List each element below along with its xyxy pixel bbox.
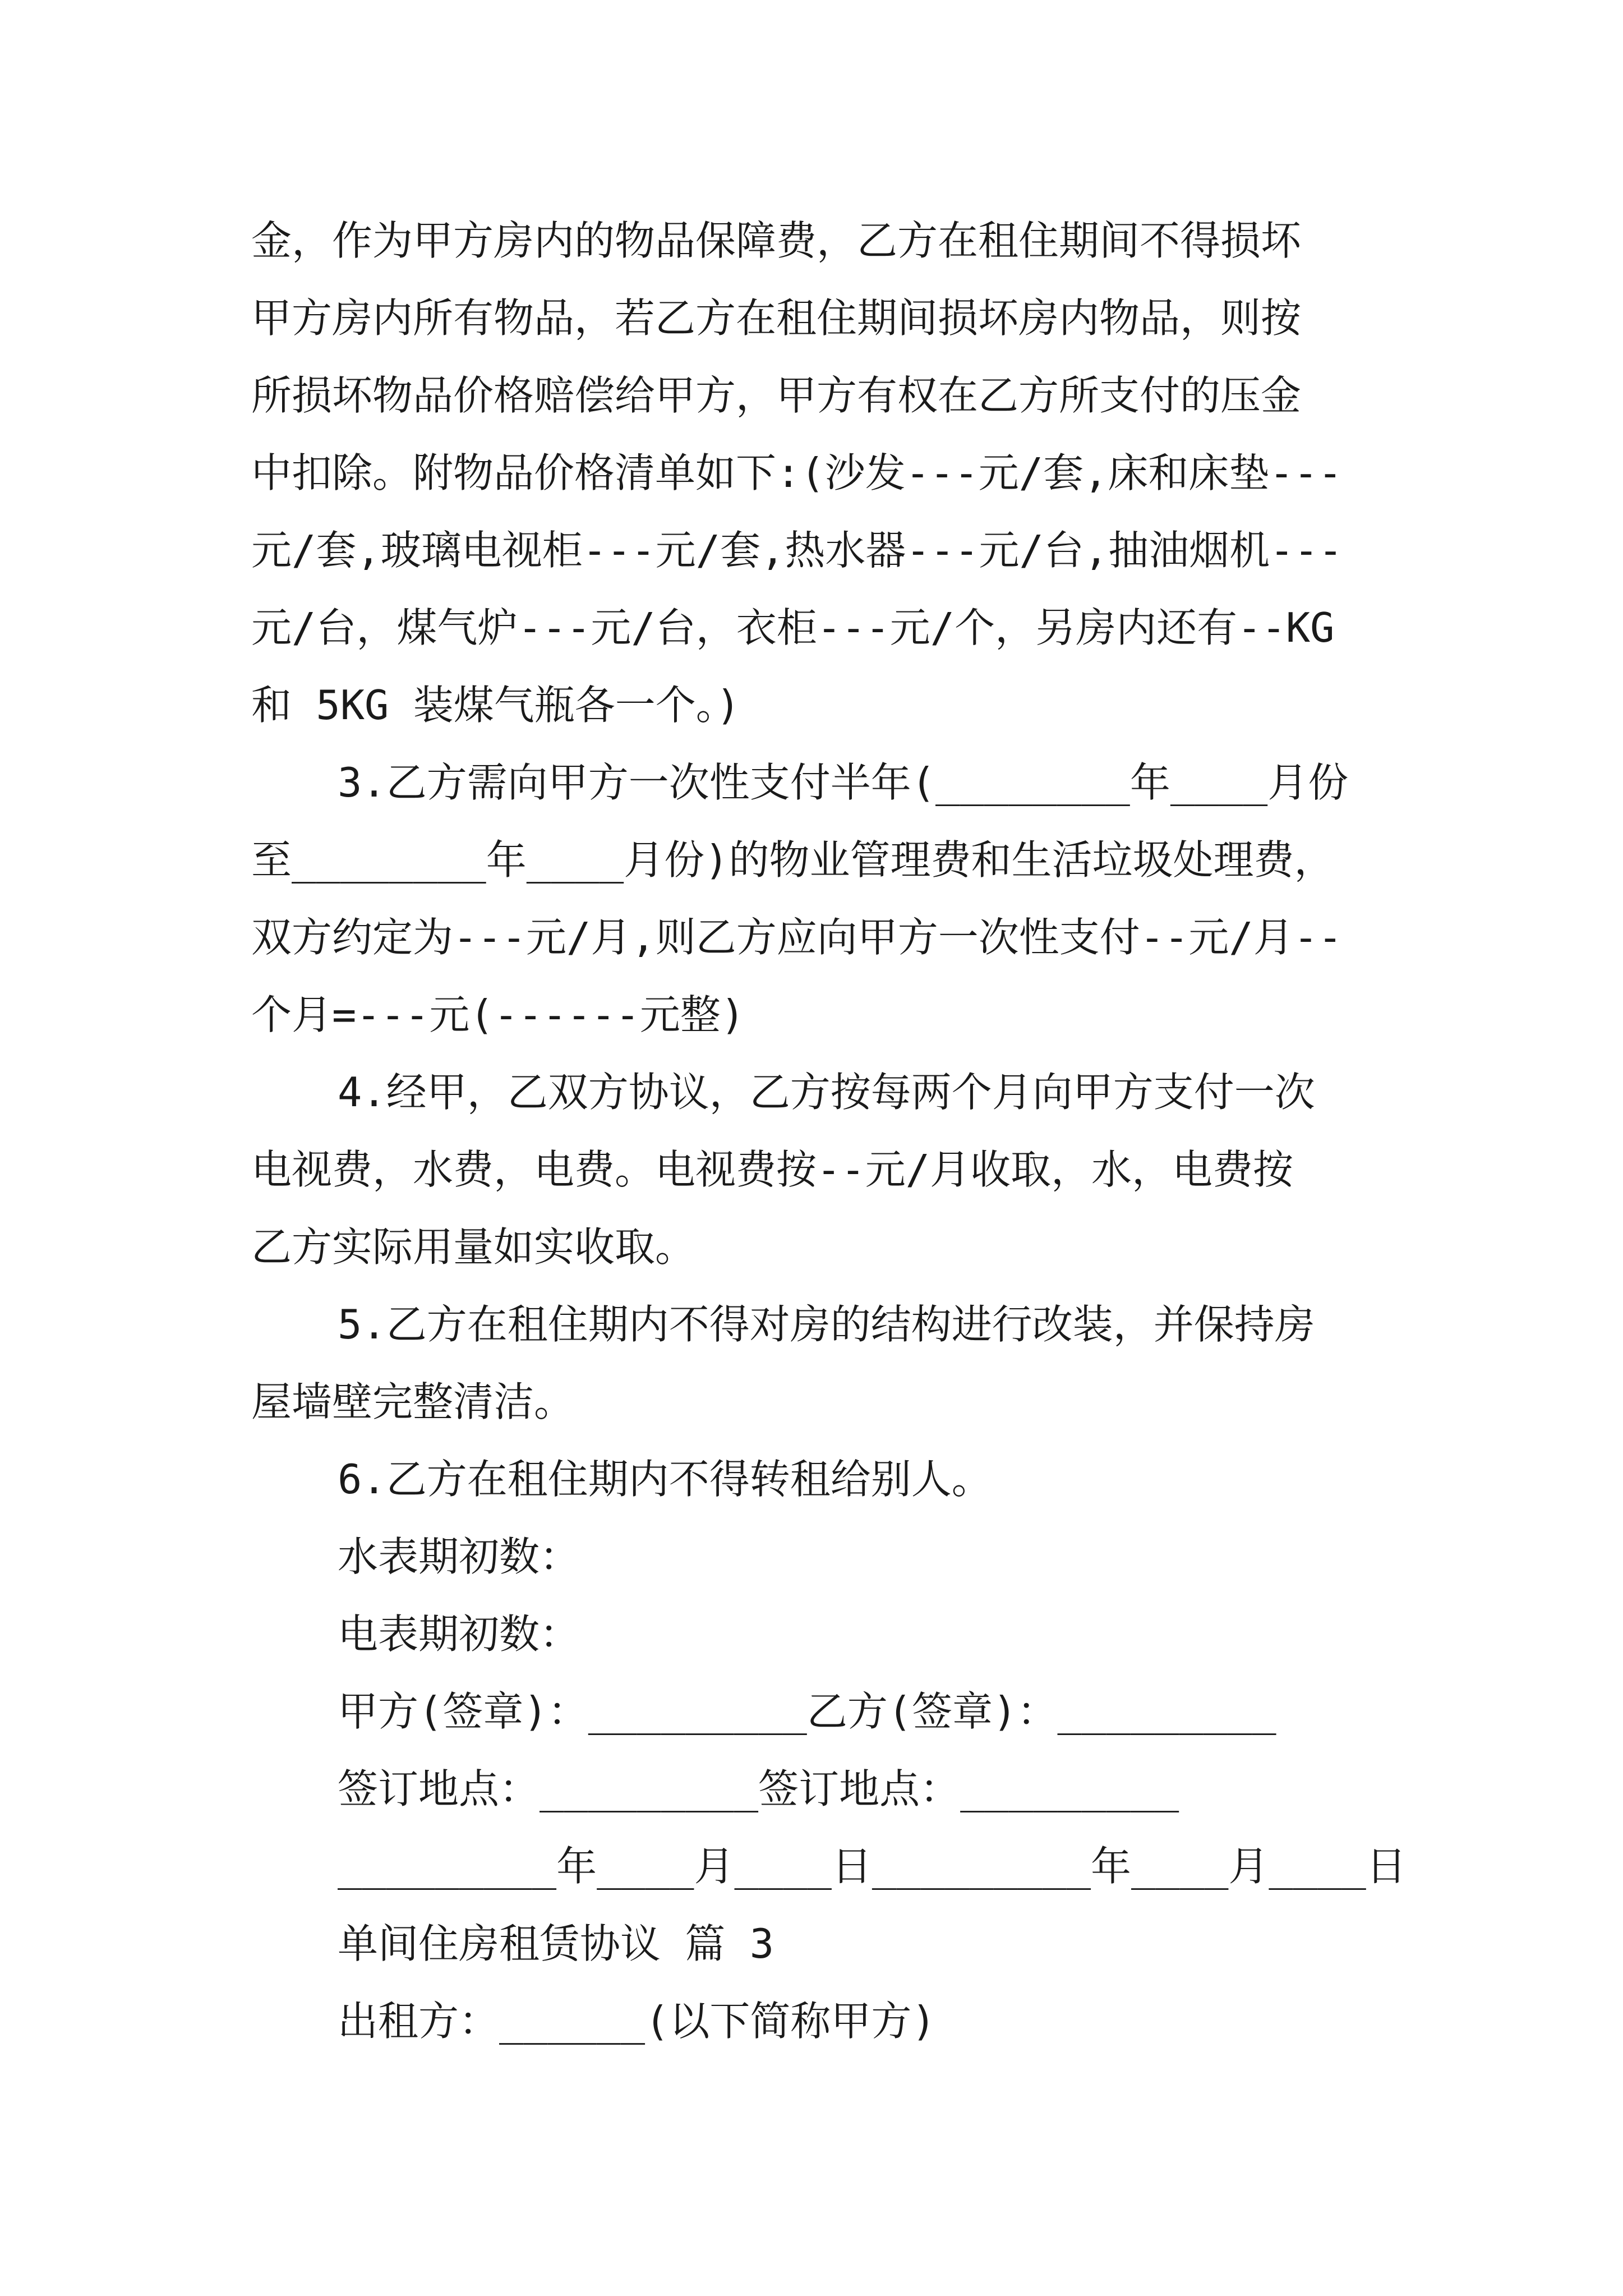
signature-line: 甲方(签章)：_________乙方(签章)：_________ [338,1688,1276,1735]
text-line: 金，作为甲方房内的物品保障费，乙方在租住期间不得损坏 [251,217,1302,264]
date-line: _________年____月____日_________年____月____日 [338,1843,1407,1890]
text-line: 至________年____月份)的物业管理费和生活垃圾处理费， [251,836,1335,884]
text-line: 和 5KG 装煤气瓶各一个。) [251,682,741,729]
text-line: 屋墙壁完整清洁。 [251,1378,575,1425]
electric-meter-reading: 电表期初数： [338,1611,580,1658]
text-line: 个月=---元(------元整) [251,991,745,1038]
text-line: 中扣除。附物品价格清单如下:(沙发---元/套,床和床垫--- [251,449,1343,496]
text-line: 元/套,玻璃电视柜---元/套,热水器---元/台,抽油烟机--- [251,527,1343,574]
lessor-line: 出租方：______(以下简称甲方) [338,1998,936,2045]
text-line: 双方约定为---元/月,则乙方应向甲方一次性支付--元/月-- [251,914,1343,961]
clause-6: 6.乙方在租住期内不得转租给别人。 [338,1456,992,1503]
text-line: 电视费，水费，电费。电视费按--元/月收取，水，电费按 [251,1146,1294,1193]
text-line: 所损坏物品价格赔偿给甲方，甲方有权在乙方所支付的压金 [251,372,1302,419]
clause-4: 4.经甲，乙双方协议，乙方按每两个月向甲方支付一次 [338,1069,1315,1116]
section-title: 单间住房租赁协议 篇 3 [338,1920,774,1967]
text-line: 甲方房内所有物品，若乙方在租住期间损坏房内物品，则按 [251,295,1302,342]
clause-5: 5.乙方在租住期内不得对房的结构进行改装，并保持房 [338,1301,1315,1348]
water-meter-reading: 水表期初数： [338,1533,580,1580]
text-line: 乙方实际用量如实收取。 [251,1223,696,1271]
clause-3: 3.乙方需向甲方一次性支付半年(________年____月份 [338,759,1349,806]
text-line: 元/台，煤气炉---元/台，衣柜---元/个，另房内还有--KG [251,604,1335,651]
signing-place-line: 签订地点：_________签订地点：_________ [338,1765,1179,1812]
